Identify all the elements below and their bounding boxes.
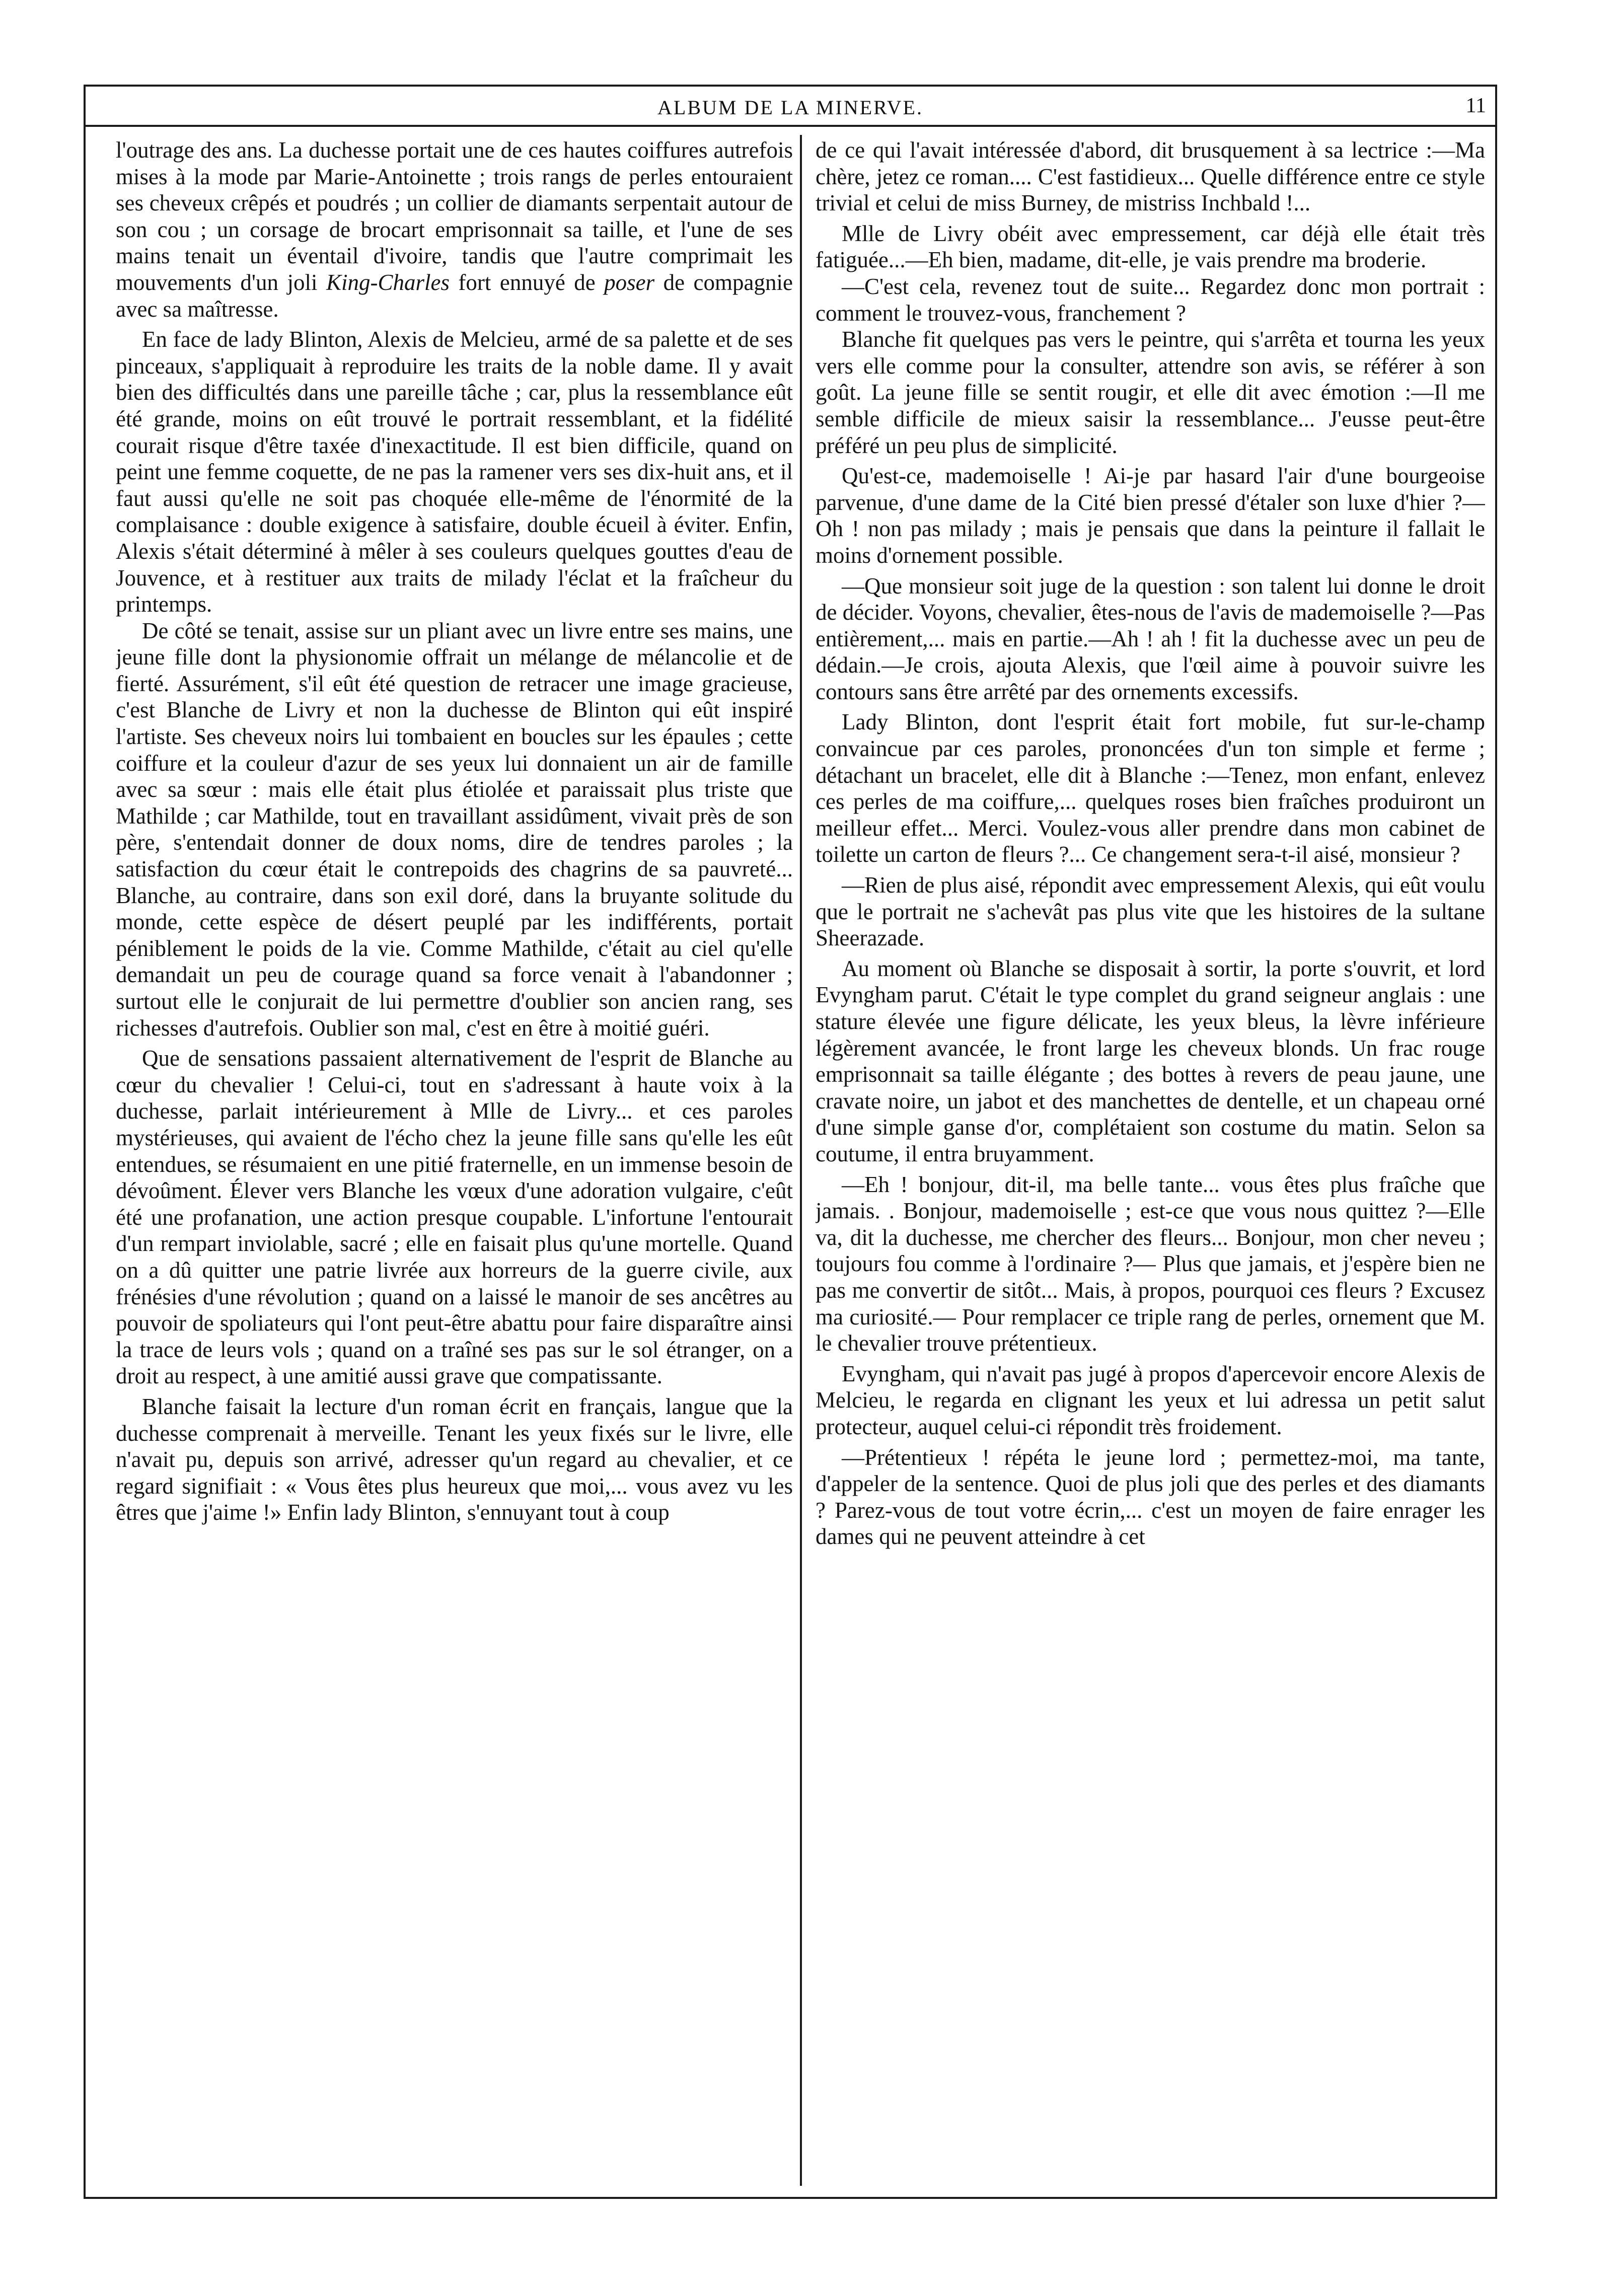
paragraph: —Eh ! bonjour, dit-il, ma belle tante... vous êtes plus fraîche que jamais. . Bonjour, mademoiselle ; est-ce que vous nous quittez ?—Elle va, dit la duchesse, me chercher des fleurs... Bonjour, mon cher neveu ; toujours fou comme à l'ordinaire ?— Plus que jamais, et j'espère bien ne pas me convertir de sitôt... Mais, à propos, pourquoi ces fleurs ? Excusez ma curiosité.— Pour remplacer ce triple rang de perles, ornement que M. le chevalier trouve prétentieux. <box>816 1171 1485 1356</box>
column-divider <box>800 135 802 2186</box>
running-header <box>86 87 1495 127</box>
text-run: de compagnie avec sa maîtresse. <box>116 269 793 322</box>
paragraph: de ce qui l'avait intéressée d'abord, dit brusquement à sa lectrice :—Ma chère, jetez ce roman.... C'est fastidieux... Quelle différence entre ce style trivial et celui de miss Burney, de mistriss Inchbald !... <box>816 137 1485 216</box>
page-number: 11 <box>1465 94 1486 117</box>
journal-title: ALBUM DE LA MINERVE. <box>657 96 923 119</box>
paragraph: De côté se tenait, assise sur un pliant avec un livre entre ses mains, une jeune fille dont la physionomie offrait un mélange de mélancolie et de fierté. Assurément, s'il eût été question de retracer une image gracieuse, c'est Blanche de Livry et non la duchesse de Blinton qui eût inspiré l'artiste. Ses cheveux noirs lui tombaient en boucles sur les épaules ; cette coiffure et la couleur d'azur de ses yeux lui donnaient un air de famille avec sa sœur : mais elle était plus étiolée et paraissait plus triste que Mathilde ; car Mathilde, tout en travaillant assidûment, vivait près de son père, s'entendait donner de doux noms, dire de tendres paroles ; la satisfaction du cœur était le contrepoids des chagrins de sa pauvreté... Blanche, au contraire, dans son exil doré, dans la bruyante solitude du monde, cette espèce de désert peuplé par les indifférents, portait péniblement le poids de la vie. Comme Mathilde, c'était au ciel qu'elle demandait un peu de courage quand sa force venait à l'abandonner ; surtout elle le conjurait de lui permettre d'oublier son ancien rang, ses richesses d'autrefois. Oublier son mal, c'est en être à moitié guéri. <box>116 618 793 1041</box>
paragraph: Qu'est-ce, mademoiselle ! Ai-je par hasard l'air d'une bourgeoise parvenue, d'une dame de la Cité bien pressé d'étaler son luxe d'hier ?—Oh ! non pas milady ; mais je pensais que dans la peinture il fallait le moins d'ornement possible. <box>816 463 1485 568</box>
right-column <box>816 137 1485 2182</box>
paragraph: Mlle de Livry obéit avec empressement, car déjà elle était très fatiguée...—Eh bien, madame, dit-elle, je vais prendre ma broderie. <box>816 220 1485 273</box>
paragraph: Lady Blinton, dont l'esprit était fort mobile, fut sur-le-champ convaincue par ces paroles, prononcées d'un ton simple et ferme ; détachant un bracelet, elle dit à Blanche :—Tenez, mon enfant, enlevez ces perles de ma coiffure,... quelques roses bien fraîches produiront un meilleur effet... Merci. Voulez-vous aller prendre dans mon cabinet de toilette un carton de fleurs ?... Ce changement sera-t-il aisé, monsieur ? <box>816 709 1485 867</box>
paragraph: —C'est cela, revenez tout de suite... Regardez donc mon portrait : comment le trouvez-vous, franchement ? <box>816 273 1485 326</box>
text-run: l'outrage des ans. La duchesse portait une de ces hautes coiffures autrefois mises à la mode par Marie-Antoinette ; trois rangs de perles entouraient ses cheveux crêpés et poudrés ; un collier de diamants serpentait autour de son cou ; un corsage de brocart emprisonnait sa taille, et l'une de ses mains tenait un éventail d'ivoire, tandis que l'autre comprimait les mouvements d'un joli <box>116 137 793 295</box>
left-column <box>116 137 793 2182</box>
paragraph: Au moment où Blanche se disposait à sortir, la porte s'ouvrit, et lord Evyngham parut. C'était le type complet du grand seigneur anglais : une stature élevée une figure délicate, les yeux bleus, la lèvre inférieure légèrement avancée, le front large les cheveux blonds. Un frac rouge emprisonnait sa taille élégante ; des bottes à revers de peau jaune, une cravate noire, un jabot et des manchettes de dentelle, et un chapeau orné d'une simple ganse d'or, complétaient son costume du matin. Selon sa coutume, il entra bruyamment. <box>816 955 1485 1166</box>
paragraph <box>116 137 793 322</box>
paragraph: Blanche fit quelques pas vers le peintre, qui s'arrêta et tourna les yeux vers elle comme pour la consulter, attendre son avis, se référer à son goût. La jeune fille se sentit rougir, et elle dit avec émotion :—Il me semble difficile de mieux saisir la ressemblance... J'eusse peut-être préféré un peu plus de simplicité. <box>816 327 1485 458</box>
paragraph: —Que monsieur soit juge de la question : son talent lui donne le droit de décider. Voyons, chevalier, êtes-nous de l'avis de mademoiselle ?—Pas entièrement,... mais en partie.—Ah ! ah ! fit la duchesse avec un peu de dédain.—Je crois, ajouta Alexis, que l'œil aime à pouvoir suivre les contours sans être arrêté par des ornements excessifs. <box>816 573 1485 704</box>
paragraph: Blanche faisait la lecture d'un roman écrit en français, langue que la duchesse comprenait à merveille. Tenant les yeux fixés sur le livre, elle n'avait pu, depuis son arrivé, adresser qu'un regard au chevalier, et ce regard signifiait : « Vous êtes plus heureux que moi,... vous avez vu les êtres que j'aime !» Enfin lady Blinton, s'ennuyant tout à coup <box>116 1393 793 1525</box>
text-run: fort ennuyé de <box>458 269 596 295</box>
paragraph: —Rien de plus aisé, répondit avec empressement Alexis, qui eût voulu que le portrait ne s'achevât pas plus vite que les histoires de la sultane Sheerazade. <box>816 872 1485 951</box>
paragraph: Que de sensations passaient alternativement de l'esprit de Blanche au cœur du chevalier ! Celui-ci, tout en s'adressant à haute voix à la duchesse, parlait intérieurement à Mlle de Livry... et ces paroles mystérieuses, qui avaient de l'écho chez la jeune fille sans qu'elle les eût entendues, se résumaient en une pitié fraternelle, en un immense besoin de dévoûment. Élever vers Blanche les vœux d'une adoration vulgaire, c'eût été une profanation, une action presque coupable. L'infortune l'entourait d'un rempart inviolable, sacré ; elle en faisait plus qu'une mortelle. Quand on a dû quitter une patrie livrée aux horreurs de la guerre civile, aux frénésies d'une révolution ; quand on a laissé le manoir de ses ancêtres au pouvoir de spoliateurs qui l'ont peut-être abattu pour faire disparaître ainsi la trace de leurs vols ; quand on a traîné ses pas sur le sol étranger, on a droit au respect, à une amitié aussi grave que compatissante. <box>116 1046 793 1389</box>
emphasis: King-Charles <box>326 269 450 295</box>
paragraph: Evyngham, qui n'avait pas jugé à propos d'apercevoir encore Alexis de Melcieu, le regarda en clignant les yeux et lui adressa un petit salut protecteur, auquel celui-ci répondit très froidement. <box>816 1361 1485 1439</box>
emphasis: poser <box>604 269 655 295</box>
paragraph: —Prétentieux ! répéta le jeune lord ; permettez-moi, ma tante, d'appeler de la sentence. Quoi de plus joli que des perles et des diamants ? Parez-vous de tout votre écrin,... c'est un moyen de faire enrager les dames qui ne peuvent atteindre à cet <box>816 1444 1485 1550</box>
page-frame <box>84 85 1497 2199</box>
paragraph: En face de lady Blinton, Alexis de Melcieu, armé de sa palette et de ses pinceaux, s'appliquait à reproduire les traits de la noble dame. Il y avait bien des difficultés dans une pareille tâche ; car, plus la ressemblance eût été grande, moins on eût trouvé le portrait ressemblant, et la fidélité courait risque d'être taxée d'inexactitude. Il est bien difficile, quand on peint une femme coquette, de ne pas la ramener vers ses dix-huit ans, et il faut aussi qu'elle ne soit pas choquée elle-même de l'énormité de la complaisance : double exigence à satisfaire, double écueil à éviter. Enfin, Alexis s'était déterminé à mêler à ses couleurs quelques gouttes d'eau de Jouvence, et à restituer aux traits de milady l'éclat et la fraîcheur du printemps. <box>116 327 793 617</box>
